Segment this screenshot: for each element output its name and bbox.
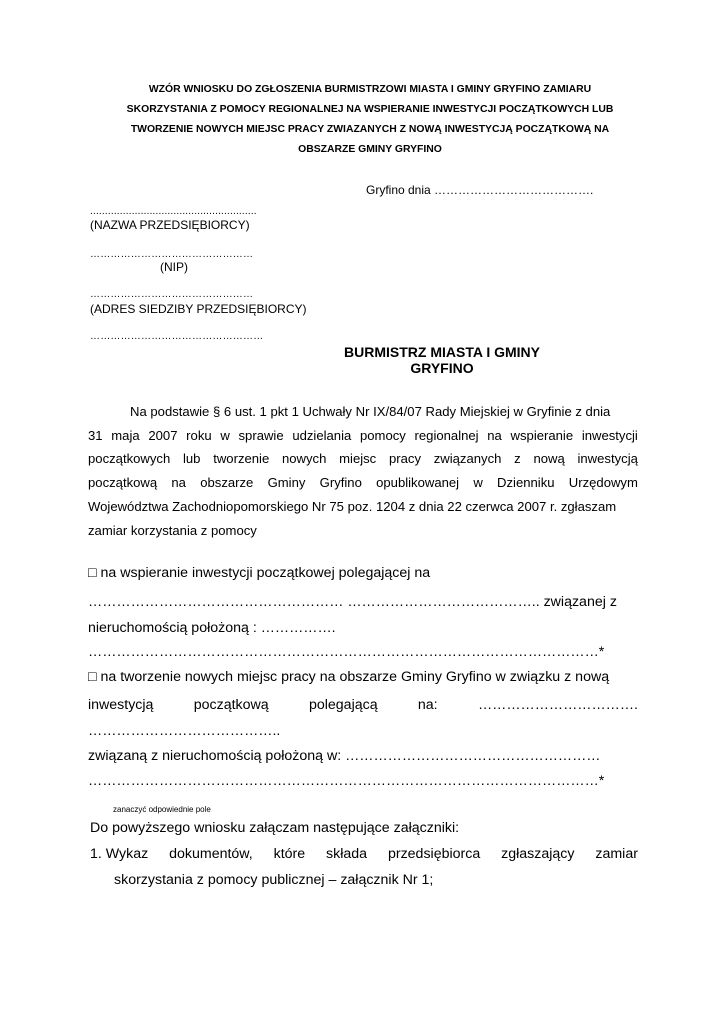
addressee-line: BURMISTRZ MIASTA I GMINY xyxy=(344,344,540,360)
document-title xyxy=(100,80,640,160)
word: wspieranie xyxy=(510,427,574,443)
option-jobs-dots-line-2: ………………………………………………………………………………………………* xyxy=(88,773,605,789)
paragraph-line xyxy=(88,471,638,495)
word: w xyxy=(473,475,483,491)
word: opublikowanej xyxy=(376,475,460,491)
option-jobs-dots-line: ………………………………….. xyxy=(88,723,281,739)
option-investment-dots-line: ………………………………………………………………………………………………* xyxy=(88,644,605,660)
word: zgłaszający xyxy=(501,846,575,862)
paragraph-line xyxy=(88,447,638,471)
option-investment-checkbox-line[interactable]: □ na wspieranie inwestycji początkowej polegającej na xyxy=(88,565,431,581)
word: obszarze xyxy=(200,475,254,491)
word: polegającą xyxy=(308,697,378,713)
title-line: TWORZENIE NOWYCH MIEJSC PRACY ZWIAZANYCH Z NOWĄ INWESTYCJĄ POCZĄTKOWĄ NA xyxy=(130,124,610,135)
word: składa xyxy=(326,846,368,862)
word: Gminy xyxy=(267,475,306,491)
word: przedsiębiorca xyxy=(387,846,481,862)
attachment-item-1-cont: skorzystania z pomocy publicznej – załącznik Nr 1; xyxy=(114,872,434,888)
title-line: WZÓR WNIOSKU DO ZGŁOSZENIA BURMISTRZOWI MIASTA I GMINY GRYFINO ZAMIARU xyxy=(148,84,592,95)
option-jobs-property-line: związaną z nieruchomością położoną w: ……………………………………………… xyxy=(88,748,601,764)
title-line: OBSZARZE GMINY GRYFINO xyxy=(298,144,442,155)
word: Dzienniku xyxy=(497,475,555,491)
footnote: zanaczyć odpowiednie pole xyxy=(113,805,211,814)
nip-dots: ………………………………………… xyxy=(90,249,254,260)
company-name-dots: ........................................................ xyxy=(90,206,257,217)
word: dokumentów, xyxy=(169,846,253,862)
date-line: Gryfino dnia …………………………………. xyxy=(366,183,594,197)
nip-label: (NIP) xyxy=(160,260,188,274)
word: nowych xyxy=(281,451,327,467)
paragraph-line: Na podstawie § 6 ust. 1 pkt 1 Uchwały Nr IX/84/07 Rady Miejskiej w Gryfinie z dnia xyxy=(130,404,611,419)
extra-dots: …………………………………………… xyxy=(90,331,264,342)
word: które xyxy=(273,846,306,862)
word: inwestycją xyxy=(577,451,638,467)
word: pomocy xyxy=(359,427,406,443)
address-dots: ………………………………………… xyxy=(90,289,254,300)
paragraph-line xyxy=(88,424,638,448)
word: regionalnej xyxy=(414,427,479,443)
word: tworzenie xyxy=(213,451,270,467)
word: nową xyxy=(533,451,565,467)
legal-basis-paragraph xyxy=(88,400,638,542)
word: 2007 xyxy=(148,427,178,443)
word: z xyxy=(514,451,521,467)
word: udzielania xyxy=(292,427,352,443)
word: początkową xyxy=(88,475,158,491)
word: roku xyxy=(186,427,212,443)
paragraph-line: Województwa Zachodniopomorskiego Nr 75 poz. 1204 z dnia 22 czerwca 2007 r. zgłaszam xyxy=(88,498,617,514)
addressee xyxy=(318,344,566,376)
word: związanych xyxy=(433,451,502,467)
attachment-item-1 xyxy=(90,846,638,862)
option-investment-fill-line: ……………………………………………… ………………………………….. związanej z xyxy=(88,594,617,610)
word: początkowych xyxy=(88,451,171,467)
word: na xyxy=(171,475,186,491)
title-line: SKORZYSTANIA Z POMOCY REGIONALNEJ NA WSPIERANIE INWESTYCJI POCZĄTKOWYCH LUB xyxy=(126,104,614,115)
address-label: (ADRES SIEDZIBY PRZEDSIĘBIORCY) xyxy=(90,302,307,316)
word: 31 xyxy=(88,427,103,443)
company-name-label: (NAZWA PRZEDSIĘBIORCY) xyxy=(90,218,250,232)
word: pracy xyxy=(388,451,421,467)
word: ……………………………. xyxy=(477,697,638,713)
word: sprawie xyxy=(238,427,284,443)
word: inwestycji xyxy=(581,427,638,443)
word: lub xyxy=(182,451,201,467)
word: na xyxy=(487,427,502,443)
word: zamiar xyxy=(595,846,638,862)
word: początkową xyxy=(193,697,269,713)
word: 1. Wykaz xyxy=(90,846,149,862)
word: Urzędowym xyxy=(568,475,638,491)
attachments-intro: Do powyższego wniosku załączam następujące załączniki: xyxy=(90,820,460,836)
word: na: xyxy=(417,697,438,713)
word: maja xyxy=(111,427,140,443)
word: miejsc xyxy=(339,451,377,467)
option-jobs-fill-line xyxy=(88,697,638,713)
word: inwestycją xyxy=(88,697,154,713)
word: w xyxy=(220,427,230,443)
option-investment-property-line: nieruchomością położoną : ……………. xyxy=(88,620,336,636)
option-jobs-checkbox-line[interactable]: □ na tworzenie nowych miejsc pracy na obszarze Gminy Gryfino w związku z nową xyxy=(88,669,610,685)
word: Gryfino xyxy=(319,475,362,491)
addressee-line: GRYFINO xyxy=(410,360,474,376)
paragraph-line: zamiar korzystania z pomocy xyxy=(88,522,257,538)
